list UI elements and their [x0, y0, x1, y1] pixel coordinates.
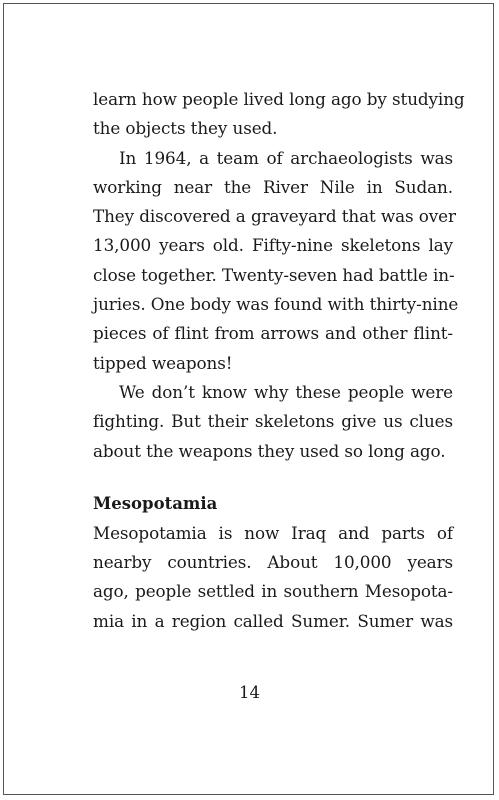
text-line: about the weapons they used so long ago. — [93, 440, 446, 461]
text-line: Mesopotamia is now Iraq and parts of — [93, 522, 453, 543]
text-line: mia in a region called Sumer. Sumer was — [93, 610, 453, 631]
text-line: In 1964, a team of archaeologists was — [119, 147, 453, 168]
text-line: learn how people lived long ago by studying — [93, 89, 465, 109]
text-line: 13,000 years old. Fifty-nine skeletons lay — [93, 235, 453, 256]
section-heading: Mesopotamia — [93, 493, 218, 513]
text-line: We don’t know why these people were — [119, 381, 453, 402]
text-line: tipped weapons! — [93, 352, 233, 373]
paragraph-intro — [93, 85, 465, 144]
page-body — [93, 85, 465, 636]
text-line: working near the River Nile in Sudan. — [93, 176, 453, 197]
paragraph-fighting — [93, 378, 453, 466]
text-line: the objects they used. — [93, 118, 278, 139]
text-line: ago, people settled in southern Mesopota- — [93, 581, 453, 602]
text-line: They discovered a graveyard that was over — [93, 206, 456, 227]
text-line: fighting. But their skeletons give us clues — [93, 411, 453, 432]
text-line: pieces of flint from arrows and other flint- — [93, 323, 453, 344]
text-line: juries. One body was found with thirty-nine — [93, 294, 459, 315]
paragraph-discovery — [93, 144, 459, 378]
page-number: 14 — [239, 683, 260, 702]
section-mesopotamia — [93, 490, 453, 636]
section-spacer — [93, 466, 453, 490]
text-line: nearby countries. About 10,000 years — [93, 552, 453, 573]
text-line: close together. Twenty-seven had battle in- — [93, 264, 455, 285]
